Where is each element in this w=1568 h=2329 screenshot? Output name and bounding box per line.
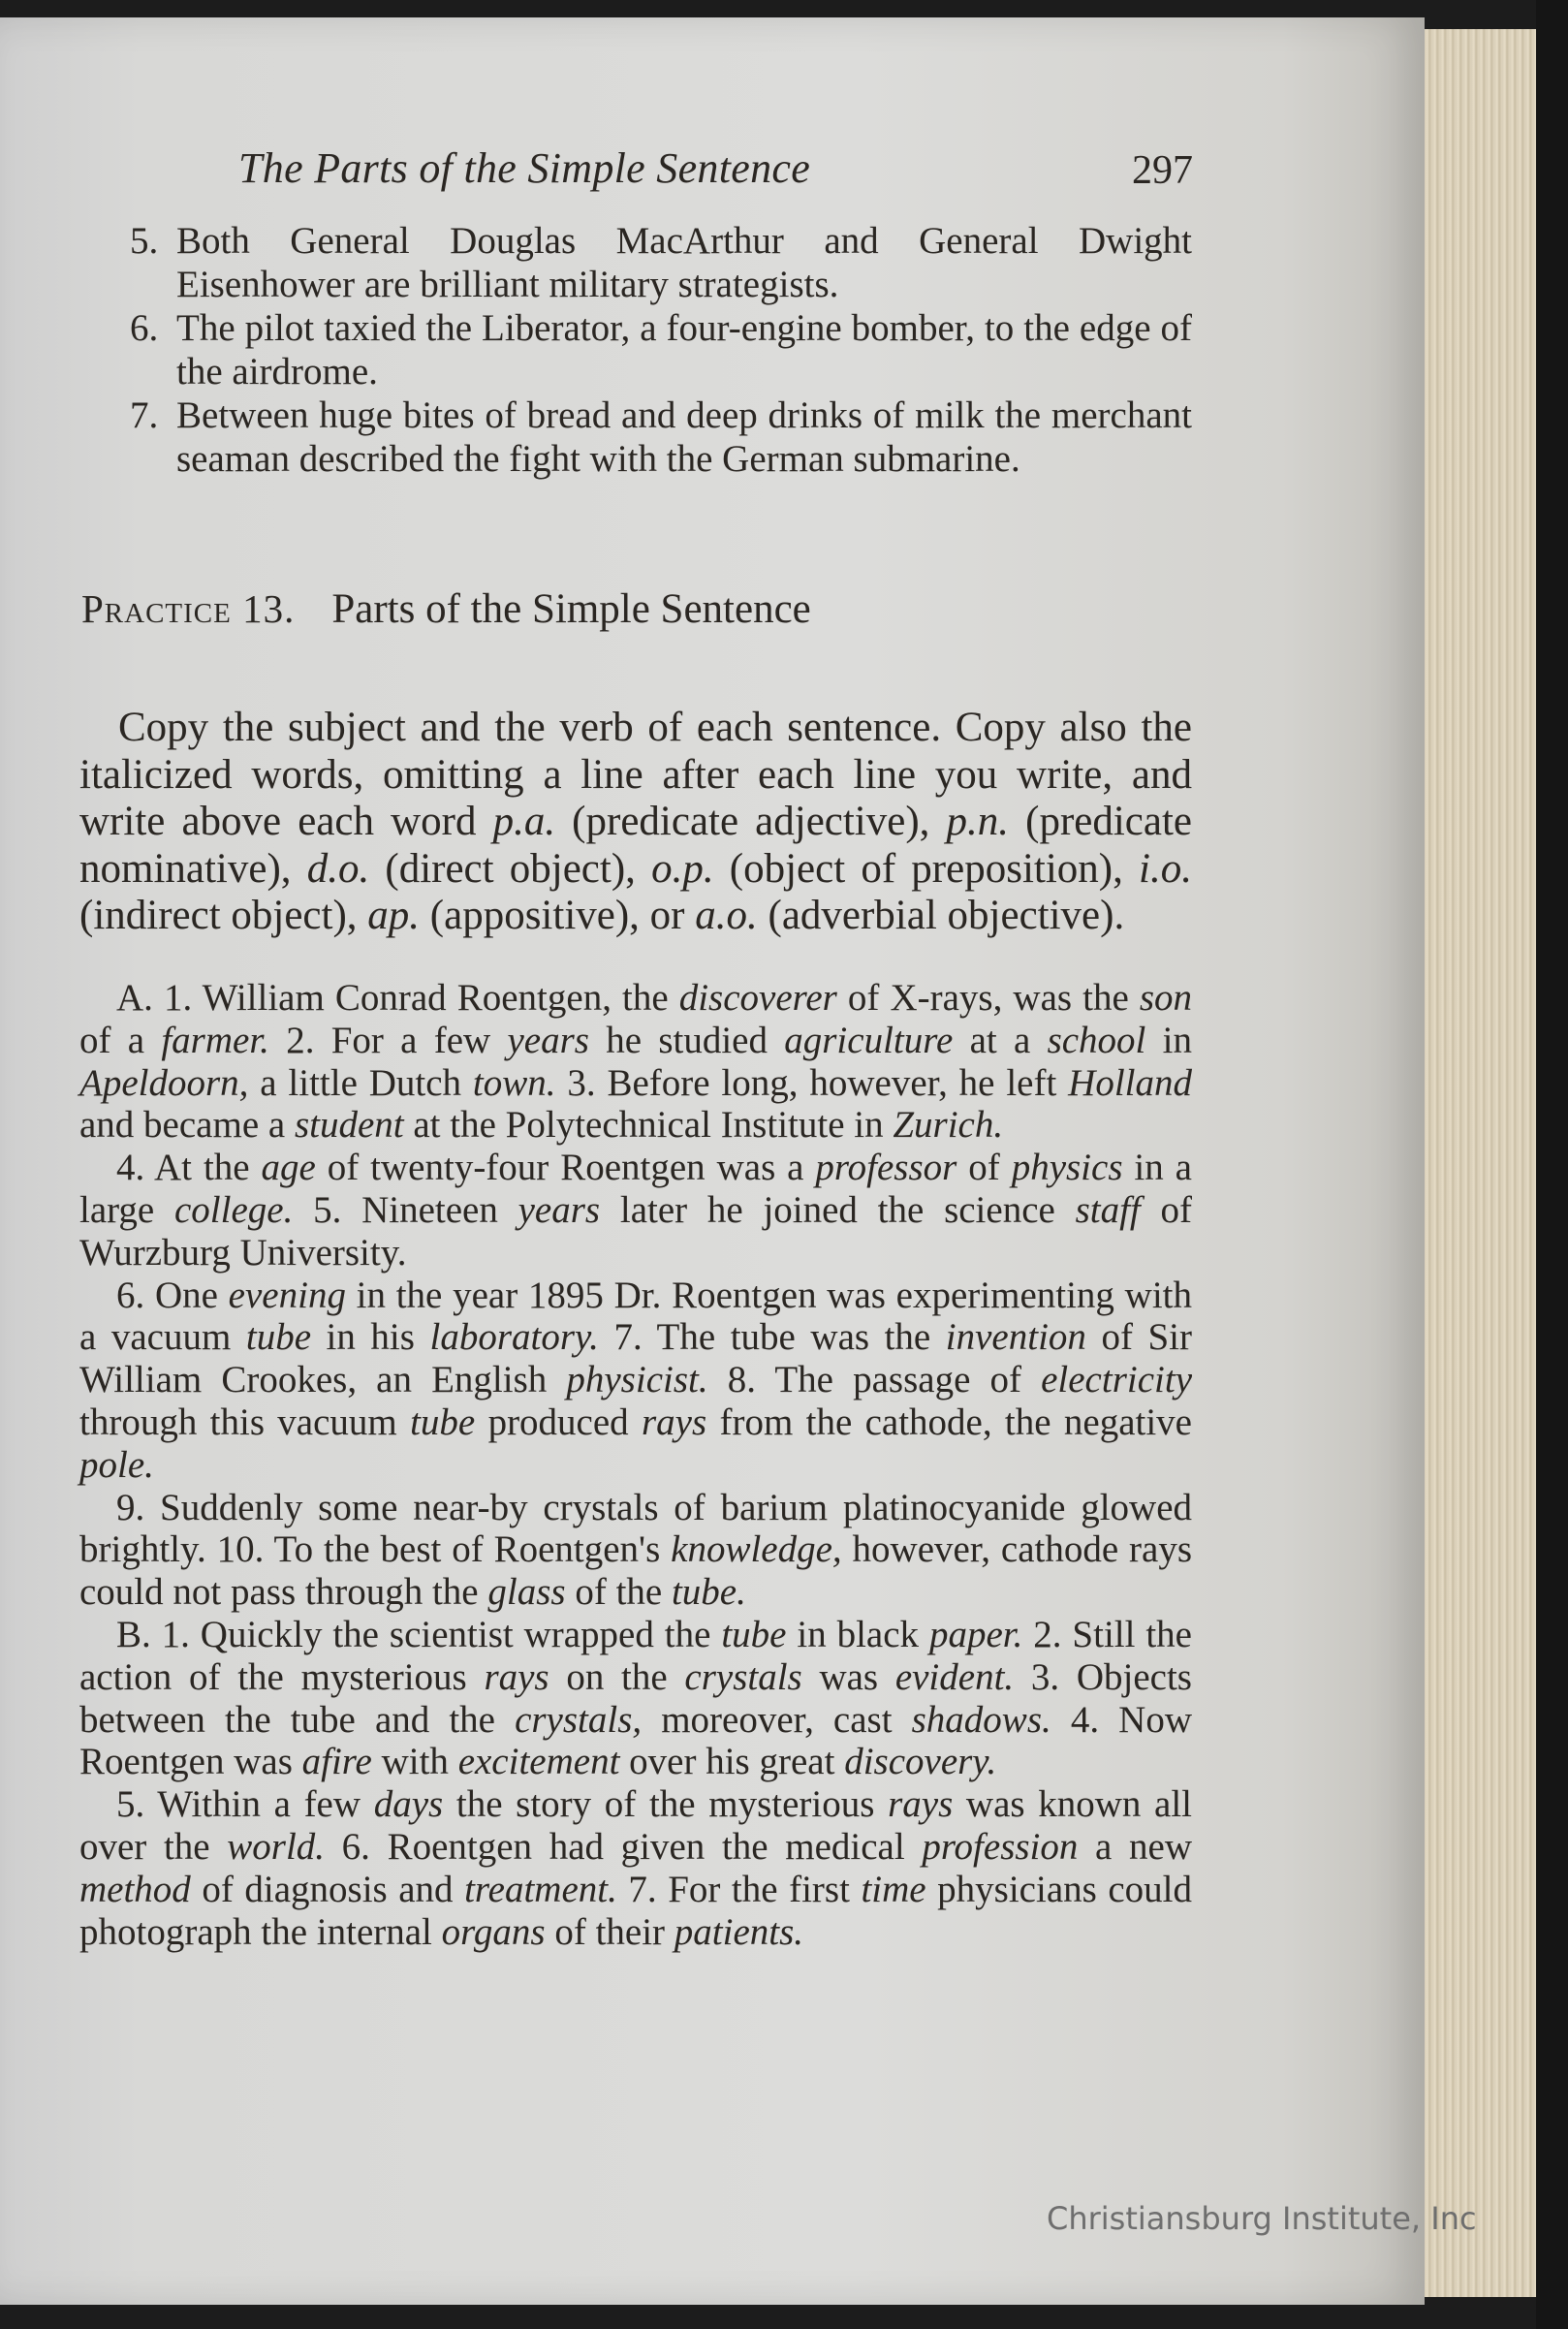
item-text: The pilot taxied the Liberator, a four-engine bomber, to the edge of the airdrome. — [176, 307, 1192, 393]
exercise-paragraph: 6. One evening in the year 1895 Dr. Roentgen was experimenting with a vacuum tube in his laboratory. 7. The tube was the invention of Sir William Crookes, an English physicist. 8. The passage of electricity through this vacuum tube produced rays from the cathode, the negative pole. — [79, 1274, 1193, 1486]
running-title: The Parts of the Simple Sentence — [238, 144, 811, 192]
exercise-paragraph: 5. Within a few days the story of the mysterious rays was known all over the world. 6. Roentgen had given the medical profession a new method of diagnosis and treatment. 7. For the first time physicians could photograph the internal organs of their patients. — [79, 1783, 1193, 1953]
practice-title: Parts of the Simple Sentence — [331, 586, 811, 632]
instructions-paragraph: Copy the subject and the verb of each sentence. Copy also the italicized words, omitting a line after each line you write, and write above each word p.a. (predicate adjective), p.n. (predicate nominative), d.o. (direct object), o.p. (object of preposition), i.o. (indirect object), ap. (appositive), or a.o. (adverbial objective). — [79, 705, 1192, 938]
exercise-paragraph: 9. Suddenly some near-by crystals of barium platinocyanide glowed brightly. 10. To the best of Roentgen's knowledge, however, cathode rays could not pass through the glass of the tube. — [79, 1486, 1193, 1614]
item-text: Between huge bites of bread and deep drinks of milk the merchant seaman described the fight with the German submarine. — [176, 394, 1192, 480]
exercise-paragraph: B. 1. Quickly the scientist wrapped the tube in black paper. 2. Still the action of the mysterious rays on the crystals was evident. 3. Objects between the tube and the crystals, moreover, cast shadows. 4. Now Roentgen was afire with excitement over his great discovery. — [79, 1613, 1192, 1783]
practice-label: Practice 13. — [81, 586, 296, 631]
page-number: 297 — [1132, 148, 1193, 193]
item-number: 5. — [130, 220, 159, 262]
item-text: Both General Douglas MacArthur and General Dwight Eisenhower are brilliant military strategists. — [176, 220, 1192, 305]
page-edges — [1425, 29, 1536, 2297]
exercise-text — [79, 977, 1192, 1953]
exercise-paragraph: 4. At the age of twenty-four Roentgen was a professor of physics in a large college. 5. Nineteen years later he joined the science staff of Wurzburg University. — [79, 1147, 1193, 1274]
item-number: 6. — [130, 307, 159, 349]
item-number: 7. — [130, 394, 159, 436]
book-edge-shadow — [1536, 0, 1568, 2329]
practice-heading — [81, 585, 811, 633]
watermark-text: Christiansburg Institute, Inc — [1047, 2200, 1477, 2237]
exercise-paragraph: A. 1. William Conrad Roentgen, the discoverer of X-rays, was the son of a farmer. 2. For a few years he studied agriculture at a school in Apeldoorn, a little Dutch town. 3. Before long, however, he left Holland and became a student at the Polytechnical Institute in Zurich. — [79, 977, 1193, 1147]
